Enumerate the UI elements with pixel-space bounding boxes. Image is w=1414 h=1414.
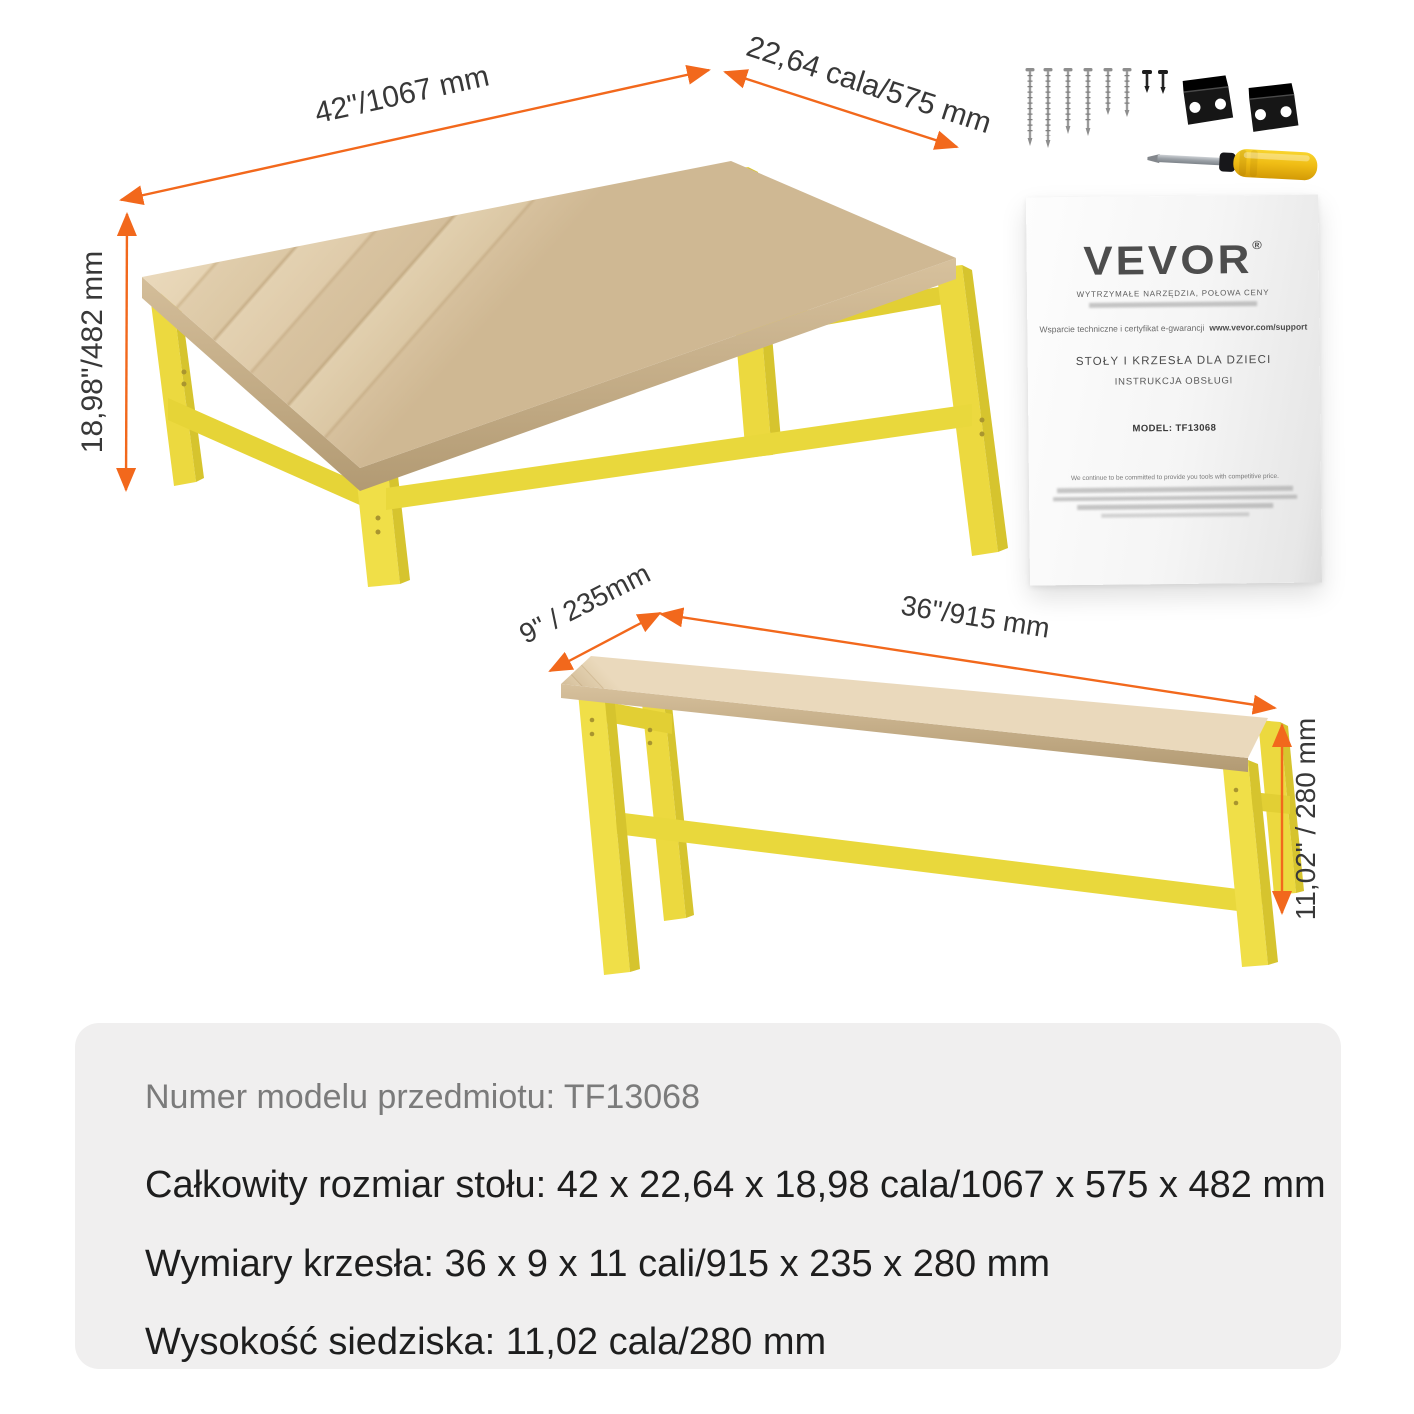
blurred-text-line (1053, 494, 1297, 501)
bench-leg-left-back (642, 701, 694, 921)
registered-mark: ® (1252, 237, 1262, 252)
blurred-text-line (1101, 512, 1249, 518)
spec-seat-height: Wysokość siedziska: 11,02 cala/280 mm (145, 1321, 827, 1363)
spec-bench-size: Wymiary krzesła: 36 x 9 x 11 cali/915 x 235 x 280 mm (145, 1243, 1050, 1285)
spec-table-size: Całkowity rozmiar stołu: 42 x 22,64 x 18,98 cala/1067 x 575 x 482 mm (145, 1164, 1326, 1206)
dim-label-bench-depth: 9" / 235mm (514, 557, 656, 650)
blurred-text-line (1077, 503, 1273, 510)
screws-icon (1026, 68, 1169, 148)
bench-illustration (561, 656, 1304, 975)
brand-name: VEVOR (1083, 237, 1253, 284)
dim-label-bench-height: 11,02" / 280 mm (1290, 717, 1321, 921)
dim-line-table-height (126, 214, 127, 490)
dim-label-bench-length: 36"/915 mm (898, 589, 1052, 644)
dim-label-table-height: 18,98"/482 mm (76, 250, 109, 454)
blurred-text-line (1057, 486, 1293, 493)
vevor-logo (1026, 238, 1318, 282)
manual-tagline: WYTRZYMAŁE NARZĘDZIA, POŁOWA CENY (1076, 287, 1270, 300)
manual-fine-print: We continue to be committed to provide you tools with competitive price. (1070, 472, 1279, 483)
blurred-text-line (1089, 301, 1257, 308)
instruction-manual (1026, 194, 1322, 585)
manual-support-line (1027, 321, 1319, 334)
table-illustration (142, 161, 1008, 587)
bench-long-stretcher (616, 812, 1262, 914)
manual-subtitle: INSTRUKCJA OBSŁUGI (1114, 375, 1234, 388)
dim-label-table-depth: 22,64 cala/575 mm (742, 29, 996, 141)
manual-model-line: MODEL: TF13068 (1132, 422, 1217, 435)
manual-title: STOŁY I KRZESŁA DLA DZIECI (1075, 353, 1272, 369)
specs-panel (75, 1023, 1341, 1369)
support-text: Wsparcie techniczne i certyfikat e-gwarancji (1039, 322, 1205, 335)
spec-model-number: Numer modelu przedmiotu: TF13068 (145, 1078, 700, 1116)
screwdriver-icon (1147, 144, 1318, 181)
hinges-icon (1178, 71, 1303, 137)
support-url: www.vevor.com/support (1209, 321, 1308, 333)
dim-label-table-length: 42"/1067 mm (311, 59, 493, 131)
